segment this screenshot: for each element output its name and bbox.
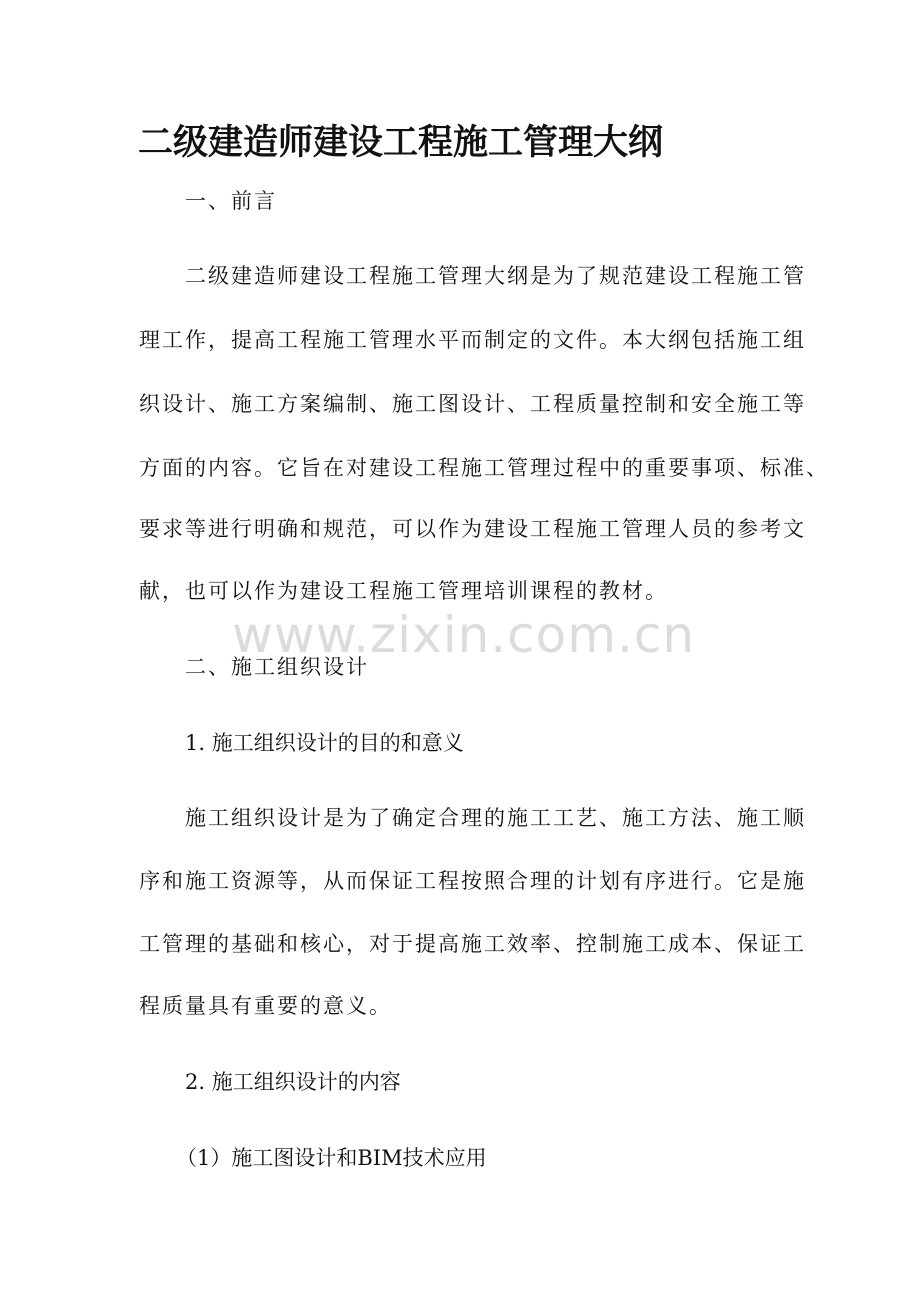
section-heading-preface: 一、前言	[185, 189, 277, 213]
paragraph-line: 施工组织设计是为了确定合理的施工工艺、施工方法、施工顺	[185, 806, 806, 830]
paragraph-line: 程质量具有重要的意义。	[139, 994, 392, 1018]
paragraph-line: 织设计、施工方案编制、施工图设计、工程质量控制和安全施工等	[139, 392, 806, 416]
paragraph-line: 献，也可以作为建设工程施工管理培训课程的教材。	[139, 579, 668, 603]
paragraph-line: 方面的内容。它旨在对建设工程施工管理过程中的重要事项、标准、	[139, 456, 829, 480]
paragraph-line: 工管理的基础和核心，对于提高施工效率、控制施工成本、保证工	[139, 932, 806, 956]
list-item-drawing-bim: （1）施工图设计和BIM技术应用	[176, 1146, 487, 1170]
subsection-heading-content: 2. 施工组织设计的内容	[185, 1070, 401, 1094]
paragraph-line: 理工作，提高工程施工管理水平而制定的文件。本大纲包括施工组	[139, 328, 806, 352]
watermark: www.zixin.com.cn	[232, 606, 696, 664]
paragraph-line: 序和施工资源等，从而保证工程按照合理的计划有序进行。它是施	[139, 869, 806, 893]
document-title: 二级建造师建设工程施工管理大纲	[138, 123, 664, 163]
subsection-heading-purpose: 1. 施工组织设计的目的和意义	[185, 731, 464, 755]
paragraph-line: 二级建造师建设工程施工管理大纲是为了规范建设工程施工管	[185, 264, 806, 288]
paragraph-line: 要求等进行明确和规范，可以作为建设工程施工管理人员的参考文	[139, 517, 806, 541]
section-heading-org-design: 二、施工组织设计	[185, 655, 369, 679]
